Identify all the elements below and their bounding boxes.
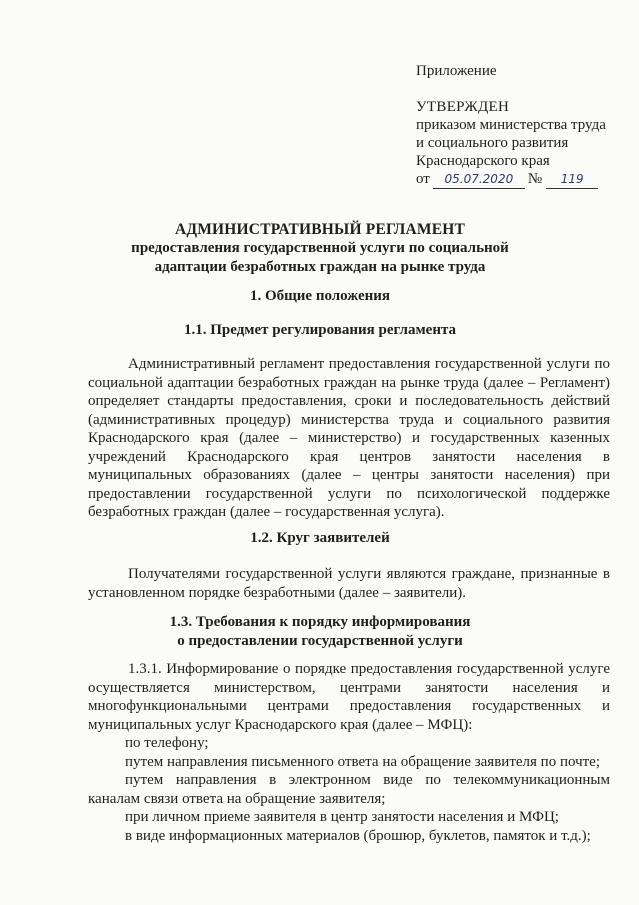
- heading-line: о предоставлении государственной услуги: [177, 633, 463, 649]
- section-heading-1-3: [60, 613, 580, 651]
- document-title: АДМИНИСТРАТИВНЫЙ РЕГЛАМЕНТ: [174, 221, 466, 238]
- handwritten-number: 119: [546, 170, 598, 189]
- document-subtitle: [60, 239, 580, 277]
- number-label: №: [527, 171, 543, 187]
- paragraph-1-1: [88, 355, 610, 522]
- subtitle-line: адаптации безработных граждан на рынке труда: [154, 259, 486, 275]
- from-label: от: [416, 171, 430, 187]
- list-item: при личном приеме заявителя в центр занятости населения и МФЦ;: [125, 809, 559, 825]
- order-line: Краснодарского края: [416, 153, 550, 169]
- order-line: приказом министерства труда: [416, 117, 606, 133]
- approval-block: [416, 62, 626, 189]
- section-heading-1: 1. Общие положения: [249, 288, 391, 304]
- list-item: путем направления в электронном виде по телекоммуникационным каналам связи ответа на обращение заявителя;: [88, 772, 610, 807]
- paragraph-1-3-1: [88, 660, 610, 845]
- paragraph-1-2: [88, 565, 610, 602]
- paragraph-text: Административный регламент предоставления государственной услуги по социальной адаптации безработных граждан на рынке труда (далее – Регламент) определяет стандарты предоставления, сроки и последовательность действий (административных процедур) министерства труда и социального развития Краснодарского края (далее – министерство) и государственных казенных учреждений Краснодарского края центров занятости населения в муниципальных образованиях (далее – центры занятости населения) при предоставлении государственной услуги по психологической поддержке безработных граждан (далее – государственная услуга).: [88, 356, 610, 520]
- list-item: путем направления письменного ответа на обращение заявителя по почте;: [125, 753, 601, 770]
- appendix-label: Приложение: [416, 63, 497, 79]
- section-heading-1-1: 1.1. Предмет регулирования регламента: [183, 322, 457, 338]
- subtitle-line: предоставления государственной услуги по социальной: [131, 240, 509, 256]
- paragraph-text: Получателями государственной услуги являются граждане, признанные в установленном порядке безработными (далее – заявители).: [88, 566, 610, 601]
- approved-label: УТВЕРЖДЕН: [416, 99, 510, 115]
- order-date-number-line: [416, 170, 626, 189]
- heading-line: 1.3. Требования к порядку информирования: [169, 614, 471, 630]
- order-line: и социального развития: [416, 135, 569, 151]
- handwritten-date: 05.07.2020: [433, 170, 525, 189]
- list-item: по телефону;: [125, 735, 209, 751]
- section-heading-1-2: 1.2. Круг заявителей: [250, 530, 390, 546]
- list-item: в виде информационных материалов (брошюр, буклетов, памяток и т.д.);: [125, 827, 591, 844]
- paragraph-text: 1.3.1. Информирование о порядке предоставления государственной услуге осуществляется министерством, центрами занятости населения и многофункциональными центрами предоставления государственных и муниципальных услуг Краснодарского края (далее – МФЦ):: [88, 661, 610, 733]
